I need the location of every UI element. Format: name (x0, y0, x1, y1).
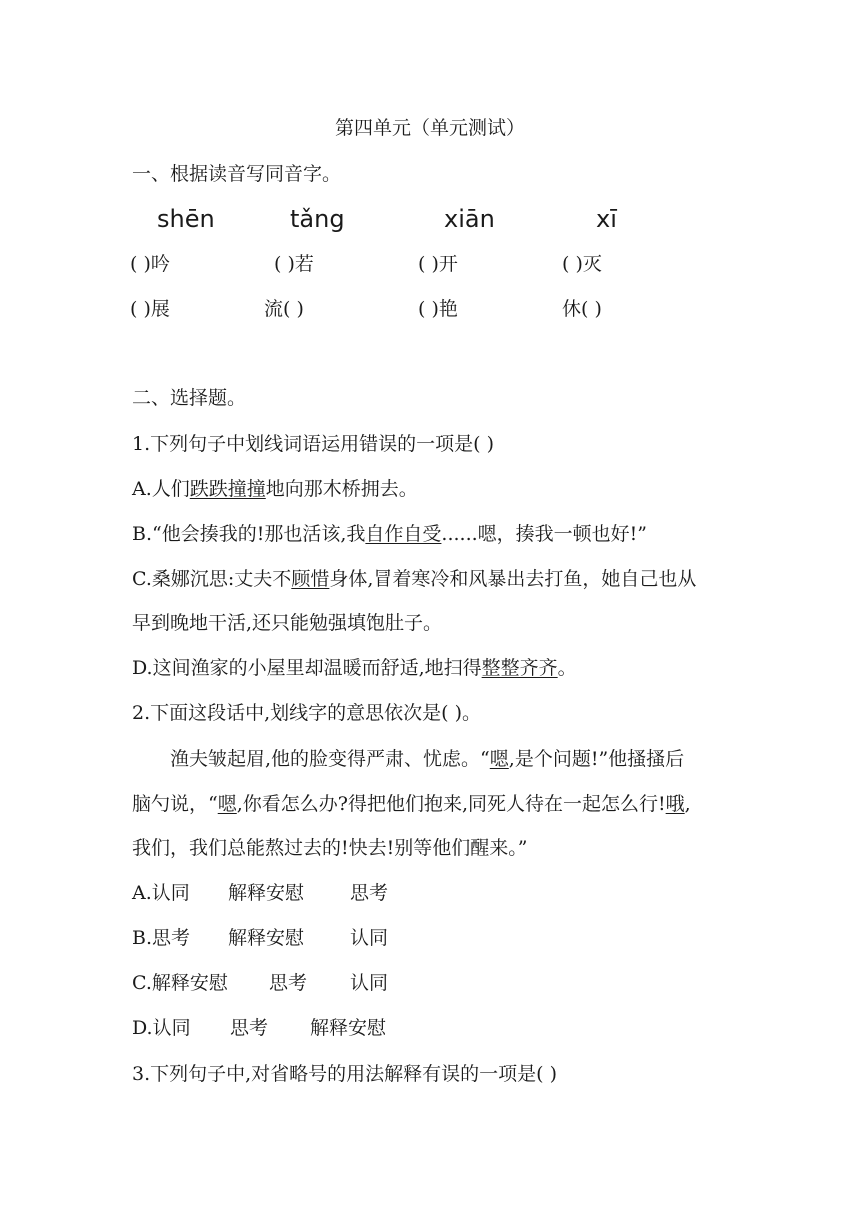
q2-p2-mid: ,你看怎么办?得把他们抱来,同死人待在一起怎么行! (236, 793, 666, 815)
blank-2-3[interactable]: ( )艳 (418, 298, 458, 320)
q2-c-2: 思考 (269, 972, 308, 994)
q2-stem: 2.下面这段话中,划线字的意思依次是( )。 (132, 702, 482, 724)
pinyin-3: xiān (444, 205, 495, 233)
blank-2-1[interactable]: ( )展 (130, 298, 170, 320)
q2-c-3: 认同 (350, 972, 389, 994)
q1-c-pre: C.桑娜沉思:丈夫不 (132, 568, 292, 590)
q1-c-underlined: 顾惜 (291, 568, 330, 590)
q1-d-pre: D.这间渔家的小屋里却温暖而舒适,地扫得 (132, 657, 482, 679)
blank-1-4[interactable]: ( )灭 (562, 253, 602, 275)
q1-b-pre: B.“他会揍我的!那也活该,我 (132, 523, 366, 545)
blank-1-2[interactable]: ( )若 (274, 253, 314, 275)
page-title: 第四单元（单元测试） (334, 117, 525, 139)
q2-p2-post: , (684, 793, 691, 815)
blank-2-2[interactable]: 流( ) (264, 298, 304, 320)
blank-2-4[interactable]: 休( ) (562, 298, 602, 320)
q2-passage-line1 (170, 747, 684, 771)
q2-p2-underlined-1: 嗯 (217, 793, 237, 815)
blank-1-1[interactable]: ( )吟 (130, 253, 170, 275)
q2-c-1: C.解释安慰 (132, 972, 228, 994)
q1-stem: 1.下列句子中划线词语运用错误的一项是( ) (132, 433, 494, 455)
q2-p1-post: ,是个问题!”他搔搔后 (508, 748, 685, 770)
q1-option-c-cont: 早到晚地干活,还只能勉强填饱肚子。 (132, 612, 443, 634)
q2-b-1: B.思考 (132, 927, 191, 949)
q2-a-3: 思考 (350, 882, 389, 904)
q1-a-underlined: 跌跌撞撞 (189, 478, 266, 500)
q1-option-a[interactable] (132, 477, 418, 501)
q2-d-3: 解释安慰 (310, 1017, 387, 1039)
q2-passage-line3: 我们，我们总能熬过去的!快去!别等他们醒来。” (132, 837, 528, 859)
q1-b-post: ......嗯，揍我一顿也好!” (441, 523, 648, 545)
blank-1-3[interactable]: ( )开 (418, 253, 458, 275)
q2-p1-underlined: 嗯 (489, 748, 509, 770)
pinyin-1: shēn (157, 205, 215, 233)
q1-d-underlined: 整整齐齐 (481, 657, 558, 679)
q1-a-pre: A.人们 (132, 478, 190, 500)
q1-c-post: 身体,冒着寒冷和风暴出去打鱼，她自己也从 (329, 568, 697, 590)
q1-b-underlined: 自作自受 (365, 523, 442, 545)
section1-heading: 一、根据读音写同音字。 (132, 163, 342, 185)
q1-option-b[interactable] (132, 522, 647, 546)
q2-d-1: D.认同 (132, 1017, 191, 1039)
q2-passage-line2 (132, 792, 691, 816)
q2-d-2: 思考 (230, 1017, 269, 1039)
section2-heading: 二、选择题。 (132, 387, 247, 409)
q2-a-2: 解释安慰 (228, 882, 305, 904)
pinyin-4: xī (596, 205, 617, 233)
q2-p1-pre: 渔夫皱起眉,他的脸变得严肃、忧虑。“ (170, 748, 490, 770)
pinyin-2: tǎng (290, 205, 345, 233)
q1-option-c[interactable] (132, 567, 696, 591)
q1-option-d[interactable] (132, 656, 577, 680)
q2-p2-underlined-2: 哦 (665, 793, 685, 815)
q2-p2-pre: 脑勺说，“ (132, 793, 218, 815)
q3-stem: 3.下列句子中,对省略号的用法解释有误的一项是( ) (132, 1063, 558, 1085)
q2-b-3: 认同 (350, 927, 389, 949)
q1-d-post: 。 (557, 657, 577, 679)
q1-a-post: 地向那木桥拥去。 (265, 478, 418, 500)
q2-b-2: 解释安慰 (228, 927, 305, 949)
q2-a-1: A.认同 (132, 882, 190, 904)
